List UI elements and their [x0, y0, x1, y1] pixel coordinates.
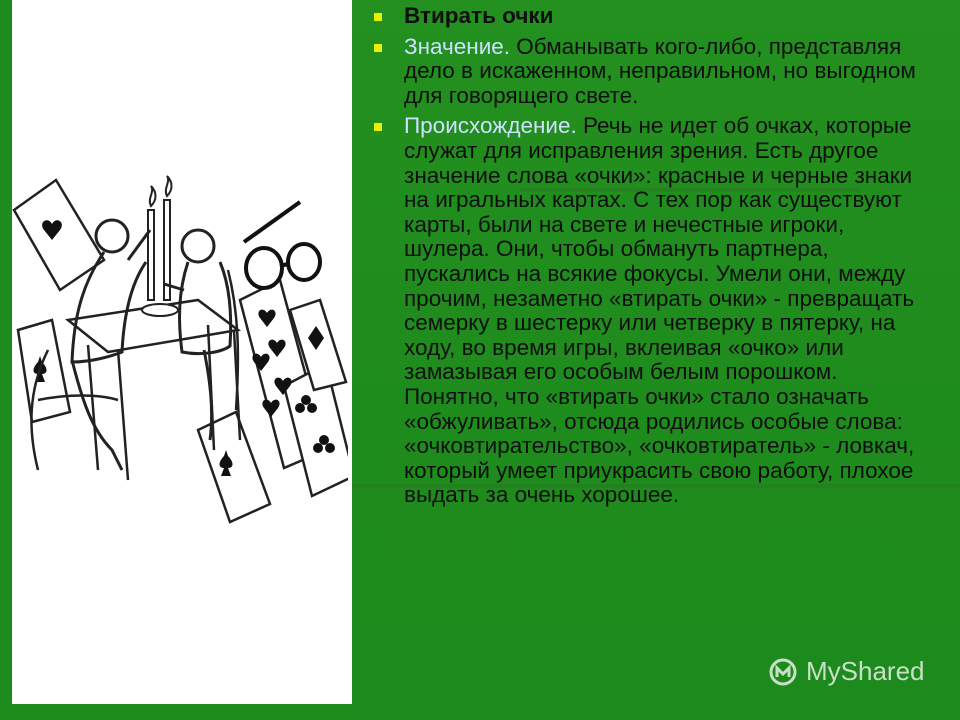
bullet-mark [374, 13, 382, 21]
bottom-strip [0, 704, 352, 720]
origin-label: Происхождение. [404, 113, 577, 139]
meaning-label: Значение. [404, 33, 511, 59]
origin-text: Речь не идет об очках, которые служат для исправления зрения. Есть другое значение слова «очки»: красные и черные знаки на игральных картах. С тех пор как существуют карты, были на свете и нечестные игроки, шулера. Они, чтобы обмануть партнера, пускались на всякие фокусы. Умели они, между прочим, незаметно «втирать очки» - превращать семерку в шестерку или четверку в пятерку, на ходу, во время игры, вклеивая «очко» или замазывая его особым белым порошком. Понятно, что «втирать очки» стало означать «обжуливать», отсюда родились особые слова: «очковтирательство», «очковтиратель» - ловкач, который умеет приукрасить свою работу, плохое выдать за очень хорошее. [404, 113, 915, 508]
watermark-text: MyShared [806, 656, 925, 686]
bullet-mark [374, 123, 382, 131]
meaning-text: Обманывать кого-либо, представляя дело в искаженном, неправильном, но выгодном для говорящего свете. [404, 33, 916, 108]
bullet-origin [372, 114, 932, 508]
slide-title: Втирать очки [404, 3, 554, 28]
bullet-mark [374, 44, 382, 52]
myshared-logo-icon [768, 657, 798, 687]
bullet-meaning [372, 35, 932, 109]
card-spade-bottom [198, 412, 270, 522]
card-players-illustration [8, 150, 348, 530]
bullet-title [372, 4, 932, 29]
watermark [768, 656, 925, 687]
slide-text [372, 4, 932, 514]
